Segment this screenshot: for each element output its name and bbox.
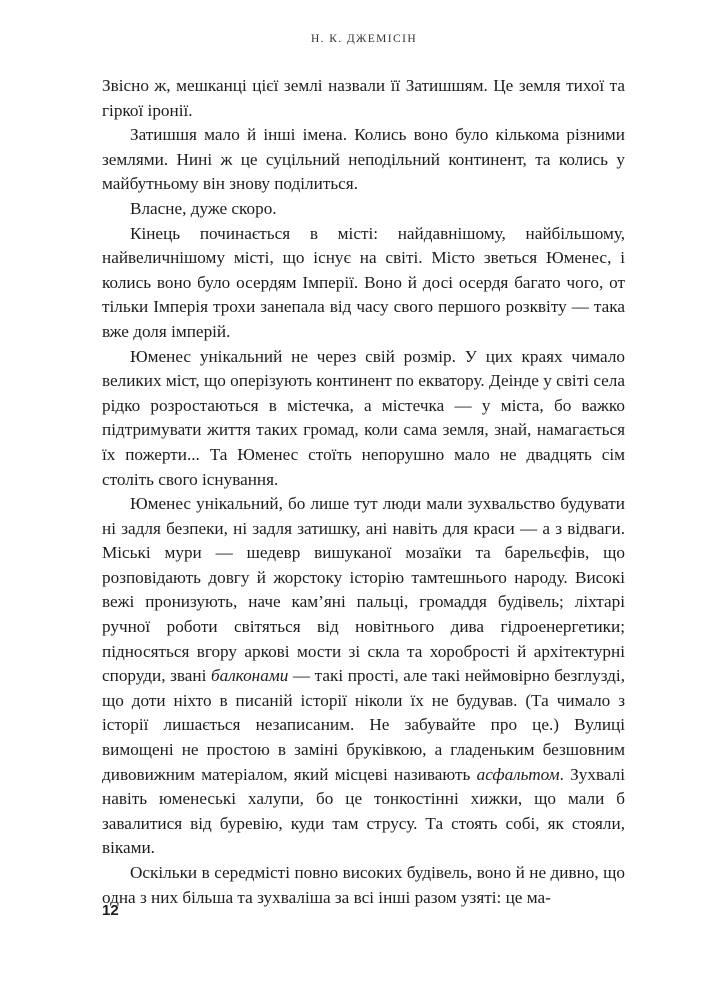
italic-term: асфальтом <box>476 764 560 784</box>
paragraph-text: Юменес унікальний, бо лише тут люди мали зухвальство будувати ні задля безпеки, ні задля затишку, ані навіть для краси — а з відваги. Міські мури — шедевр вишуканої мозаїки та барельєфів, що розповідають довгу й жорстоку історію тамтешнього народу. Високі вежі пронизують, наче кам’яні пальці, громаддя будівель; ліхтарі ручної роботи світяться від новітнього дива гідроенергетики; підносяться вгору аркові мости зі скла та хоробрості й архітектурні споруди, звані <box>102 494 625 686</box>
paragraph: Затишшя мало й інші імена. Колись воно було кількома різними землями. Нині ж це суцільний неподільний континент, та колись у майбутньому він знову поділиться. <box>102 125 625 194</box>
running-head: Н. К. ДЖЕМІСІН <box>310 33 418 45</box>
page-number: 12 <box>102 902 119 919</box>
italic-term: балконами <box>210 666 289 686</box>
paragraph: Юменес унікальний не через свій розмір. У цих краях чимало великих міст, що оперізують континент по екватору. Деінде у світі села рідко розростаються в містечка, а містечка — у міста, бо важко підтримувати життя таких громад, коли сама земля, знай, намагається їх пожерти... Та Юменес стоїть непорушно мало не двадцять сім століть свого існування. <box>102 346 625 489</box>
paragraph-text: — такі прості, але такі неймовірно безглузді, що доти ніхто в писаній історії ніколи їх не будував. (Та чимало з історії лишається незаписаним. Не забувайте про це.) Вулиці вимощені не простою в заміні бруківкою, а гладеньким безшовним дивовижним матеріалом, який місцеві називають <box>102 666 625 784</box>
paragraph <box>102 492 625 861</box>
paragraph: Звісно ж, мешканці цієї землі назвали її Затишшям. Це земля тихої та гіркої іронії. <box>102 76 625 120</box>
paragraph: Кінець починається в місті: найдавнішому, найбільшому, найвеличнішому місті, що існує на світі. Місто зветься Юменес, і колись воно було осердям Імперії. Воно й досі осердя багато чого, от тільки Імперія трохи занепала від часу свого першого розквіту — така вже доля імперій. <box>102 223 625 341</box>
paragraph: Оскільки в середмісті повно високих будівель, воно й не дивно, що одна з них більша та зухваліша за всі інші разом узяті: це ма- <box>102 863 625 907</box>
paragraph: Власне, дуже скоро. <box>130 198 277 218</box>
paragraph-text: . Зухвалі навіть юменеські халупи, бо це тонкостінні хижки, що мали б завалитися від буревію, куди там струсу. Та стоять собі, як стояли, віками. <box>102 764 625 858</box>
body-text <box>102 74 625 910</box>
